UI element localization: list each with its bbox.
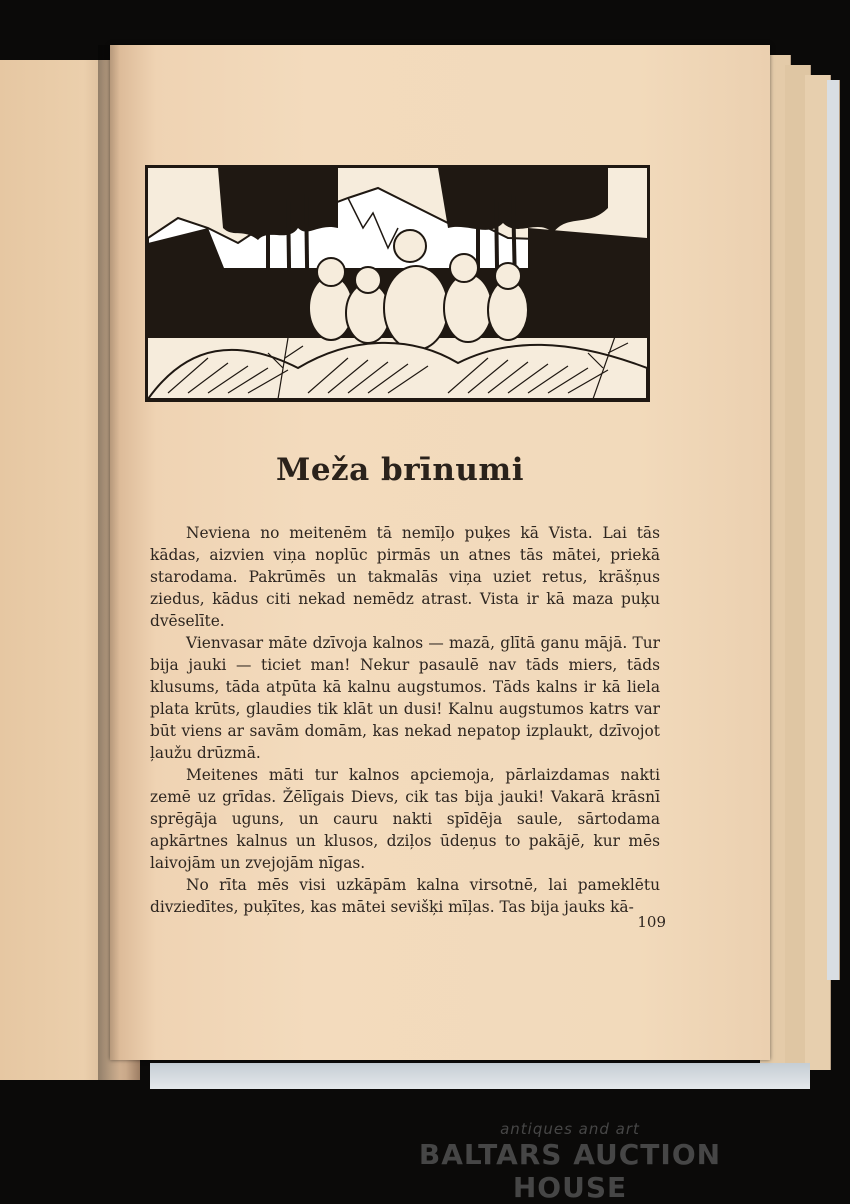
auction-watermark (360, 1120, 780, 1204)
chapter-text (150, 522, 660, 918)
paragraph: Meitenes māti tur kalnos apciemoja, pārlaizdamas nakti zemē uz grīdas. Žēlīgais Dievs, cik tas bija jauki! Vakarā krāsnī sprēgāja uguns, un cauru nakti spīdēja saule, sārtodama apkārtnes kalnus un klusos, dziļos ūdeņus to pakājē, kur mēs laivojām un zvejojām nīgas. (150, 766, 660, 872)
paragraph: Neviena no meitenēm tā nemīļo puķes kā Vista. Lai tās kādas, aizvien viņa noplūc pirmās un atnes tās mātei, priekā starodama. Pakrūmēs un takmalās viņa uziet retus, krāšņus ziedus, kādus citi nekad nemēdz atrast. Vista ir kā maza puķu dvēselīte. (150, 524, 660, 630)
watermark-brand: BALTARS AUCTION HOUSE (418, 1138, 722, 1204)
paragraph: No rīta mēs visi uzkāpām kalna virsotnē, lai pameklētu divziedītes, puķītes, kas mātei sevišķi mīļas. Tas bija jauks kā- (150, 876, 660, 916)
paragraph: Vienvasar māte dzīvoja kalnos — mazā, glītā ganu mājā. Tur bija jauki — ticiet man! Nekur pasaulē nav tāds miers, tāds klusums, tāda atpūta kā kalnu augstumos. Tāds kalns ir kā liela plata krūts, glaudies tik klāt un dusi! Kalnu augstumos katrs var būt viens ar savām domām, kas nekad nepatop izplaukt, dzīvojot ļaužu drūzmā. (150, 634, 660, 762)
chapter-title: Meža brīnumi (276, 452, 524, 488)
book-gutter (98, 45, 120, 1080)
page-number: 109 (637, 913, 666, 931)
book-cover-bottom (150, 1063, 810, 1089)
chapter-illustration (145, 165, 650, 402)
forest-scene-illustration (148, 168, 647, 399)
book-cover-edge (827, 80, 840, 980)
watermark-tagline: antiques and art (500, 1120, 640, 1138)
